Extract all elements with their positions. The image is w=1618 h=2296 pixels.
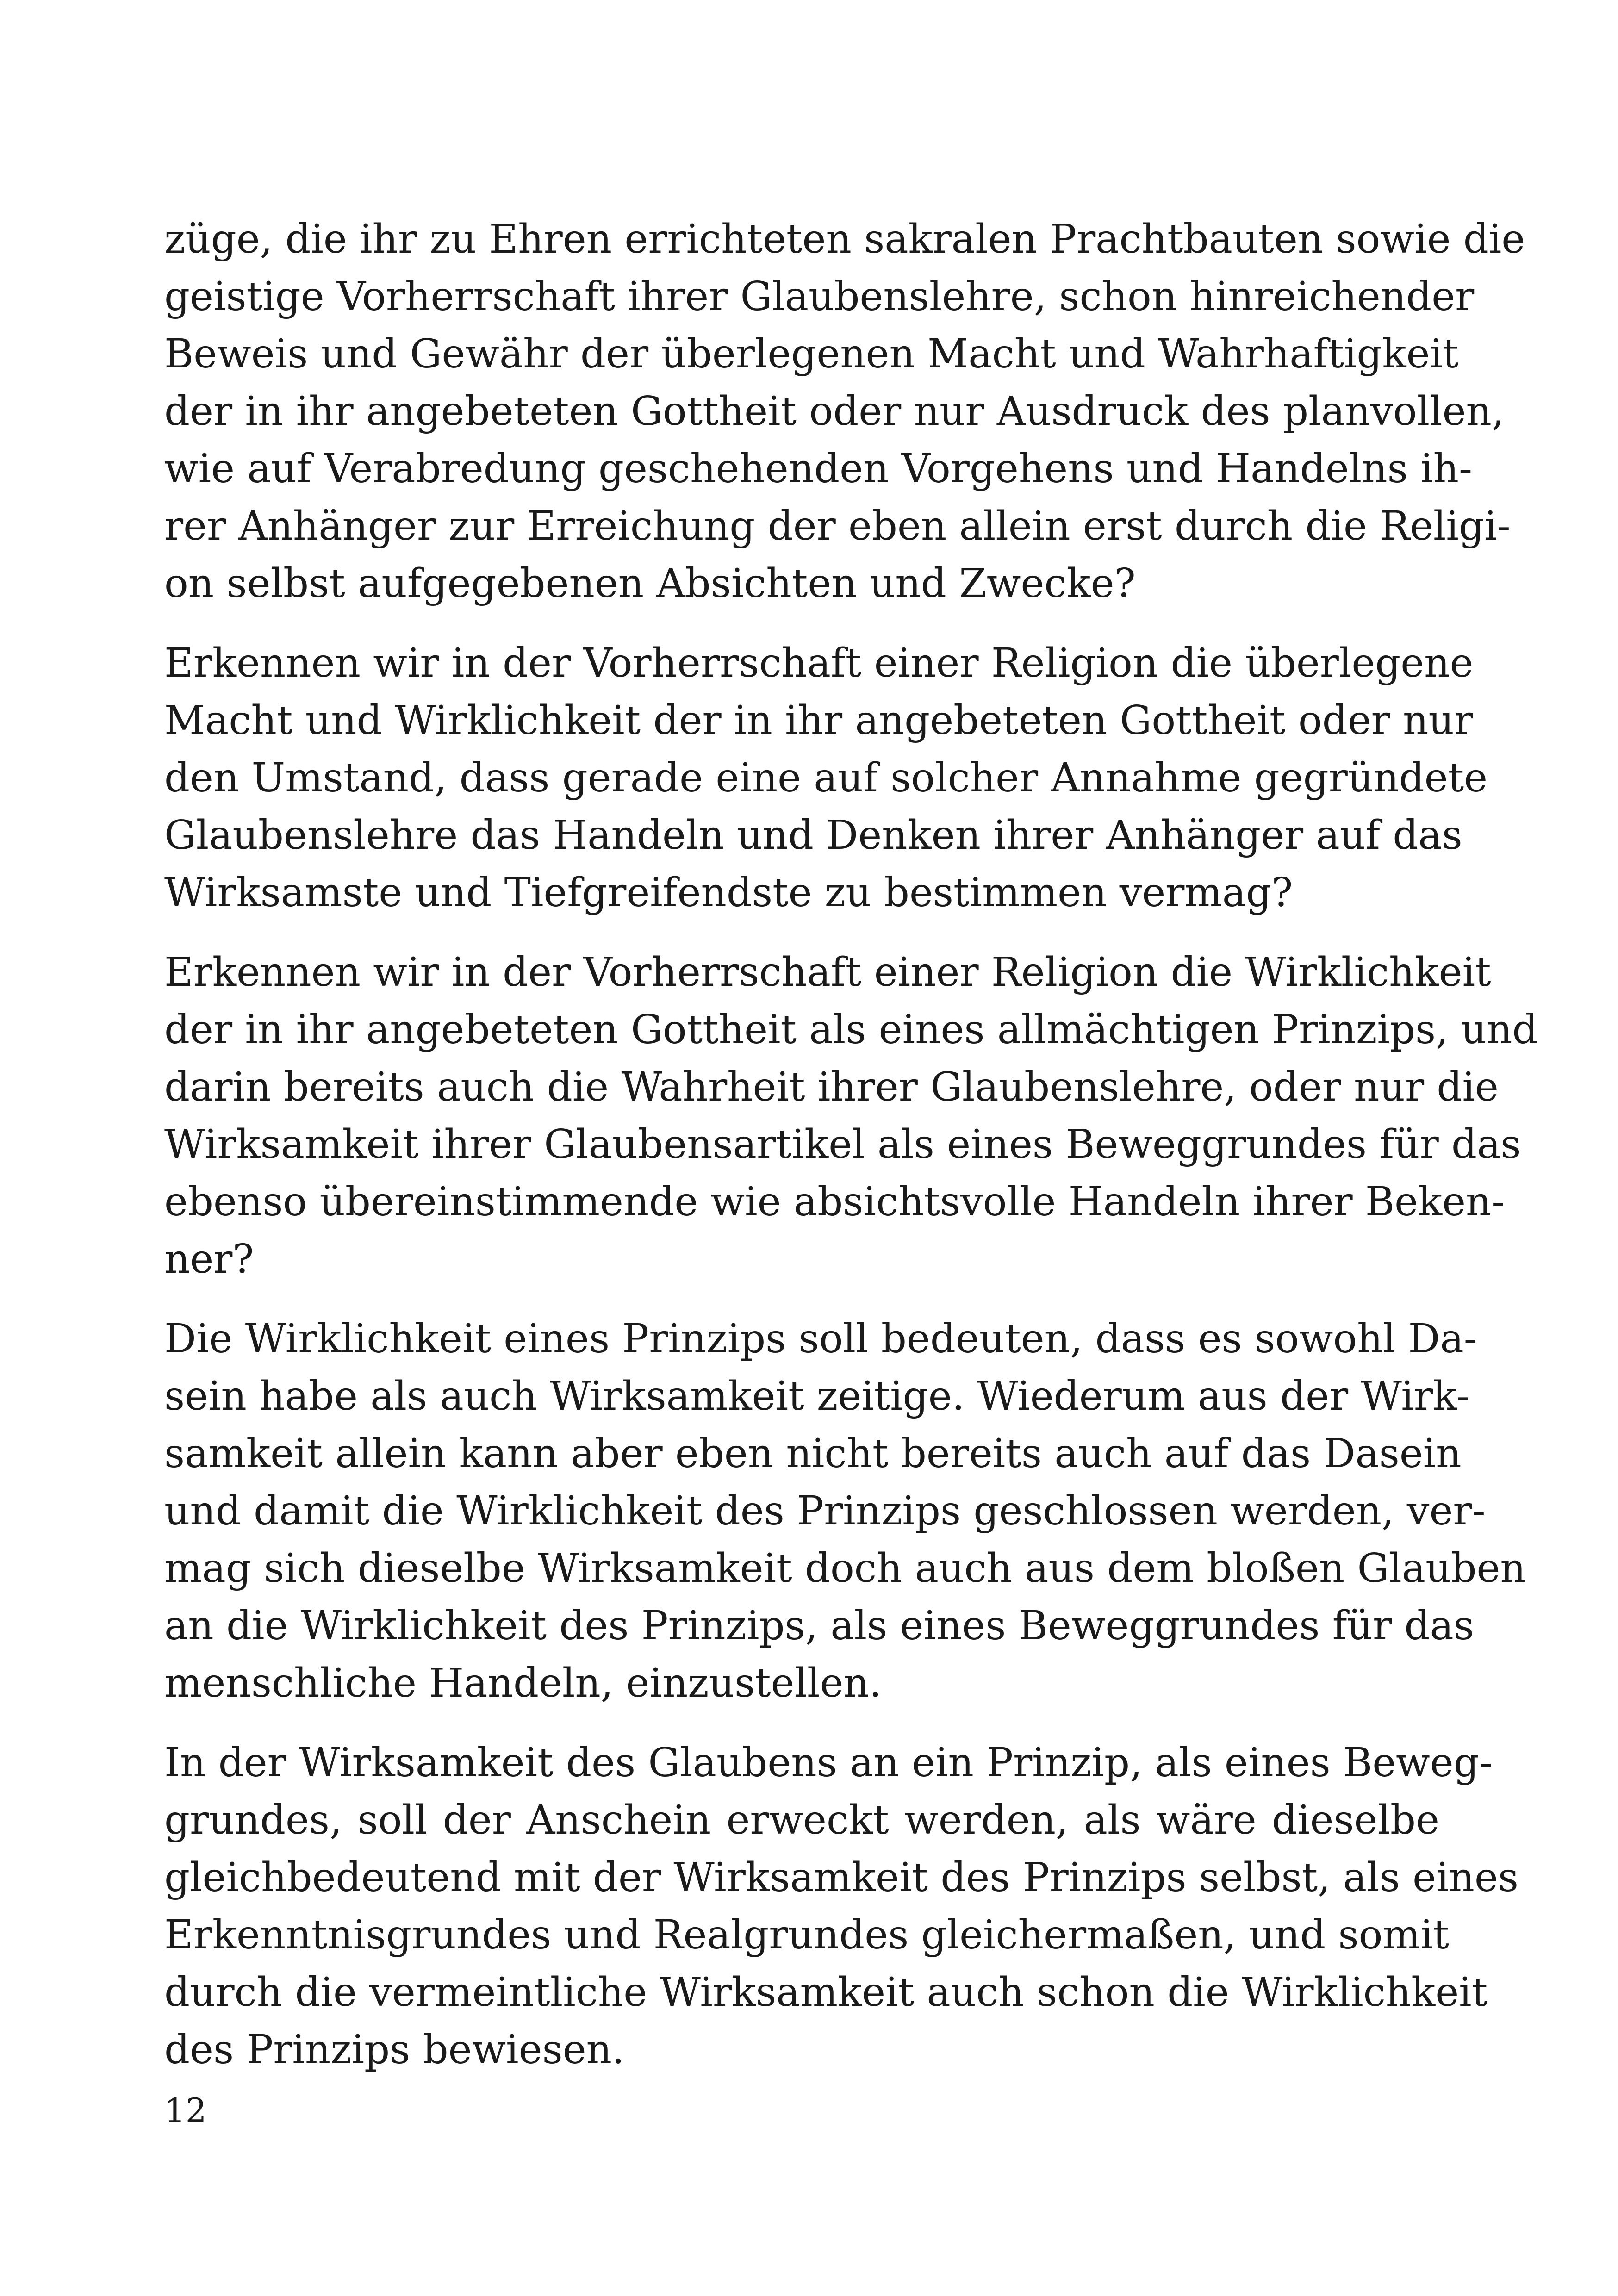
text-line: menschliche Handeln, einzustellen.: [164, 1660, 882, 1706]
text-line: Erkennen wir in der Vorherrschaft einer Religion die überlegene: [164, 640, 1474, 686]
text-line: gleichbedeutend mit der Wirksamkeit des Prinzips selbst, als eines: [164, 1854, 1518, 1901]
text-line: durch die vermeintliche Wirksamkeit auch schon die Wirklichkeit: [164, 1969, 1488, 2016]
text-line: Die Wirklichkeit eines Prinzips soll bedeuten, dass es sowohl Da-: [164, 1316, 1477, 1362]
text-line: wie auf Verabredung geschehenden Vorgehens und Handelns ih-: [164, 446, 1473, 492]
text-line: mag sich dieselbe Wirksamkeit doch auch aus dem bloßen Glauben: [164, 1545, 1526, 1592]
text-line: ner?: [164, 1236, 254, 1282]
text-line: an die Wirklichkeit des Prinzips, als eines Beweggrundes für das: [164, 1603, 1474, 1649]
text-line: Erkennen wir in der Vorherrschaft einer Religion die Wirklichkeit: [164, 949, 1491, 996]
paragraph-5: [164, 1734, 1518, 2078]
text-line: Erkenntnisgrundes und Realgrundes gleichermaßen, und somit: [164, 1912, 1449, 1958]
text-line: ebenso übereinstimmende wie absichtsvolle Handeln ihrer Beken-: [164, 1179, 1505, 1225]
text-line: geistige Vorherrschaft ihrer Glaubenslehre, schon hinreichender: [164, 274, 1475, 320]
page-number: 12: [164, 2091, 207, 2130]
body-text: [164, 211, 1538, 2101]
text-line: Wirksamste und Tiefgreifendste zu bestimmen vermag?: [164, 870, 1293, 916]
paragraph-2: [164, 635, 1488, 921]
text-line: der in ihr angebeteten Gottheit oder nur Ausdruck des planvollen,: [164, 388, 1505, 435]
paragraph-1: [164, 211, 1525, 612]
text-line: sein habe als auch Wirksamkeit zeitige. Wiederum aus der Wirk-: [164, 1373, 1470, 1419]
text-line: Macht und Wirklichkeit der in ihr angebeteten Gottheit oder nur: [164, 697, 1474, 744]
text-line: on selbst aufgegebenen Absichten und Zwecke?: [164, 560, 1136, 607]
text-line: Beweis und Gewähr der überlegenen Macht und Wahrhaftigkeit: [164, 331, 1459, 377]
text-line: den Umstand, dass gerade eine auf solcher Annahme gegründete: [164, 755, 1488, 801]
text-line: der in ihr angebeteten Gottheit als eines allmächtigen Prinzips, und: [164, 1007, 1538, 1053]
text-line: darin bereits auch die Wahrheit ihrer Glaubenslehre, oder nur die: [164, 1064, 1499, 1110]
text-line: In der Wirksamkeit des Glaubens an ein Prinzip, als eines Beweg-: [164, 1740, 1493, 1786]
text-line: grundes, soll der Anschein erweckt werden, als wäre dieselbe: [164, 1797, 1439, 1843]
text-line: rer Anhänger zur Erreichung der eben allein erst durch die Religi-: [164, 503, 1511, 549]
paragraph-4: [164, 1310, 1526, 1712]
text-line: Wirksamkeit ihrer Glaubensartikel als eines Beweggrundes für das: [164, 1121, 1521, 1168]
text-line: Glaubenslehre das Handeln und Denken ihrer Anhänger auf das: [164, 812, 1462, 859]
text-line: und damit die Wirklichkeit des Prinzips geschlossen werden, ver-: [164, 1488, 1486, 1534]
paragraph-3: [164, 944, 1538, 1288]
text-line: samkeit allein kann aber eben nicht bereits auch auf das Dasein: [164, 1431, 1462, 1477]
text-line: des Prinzips bewiesen.: [164, 2027, 625, 2073]
text-line: züge, die ihr zu Ehren errichteten sakralen Prachtbauten sowie die: [164, 216, 1525, 262]
